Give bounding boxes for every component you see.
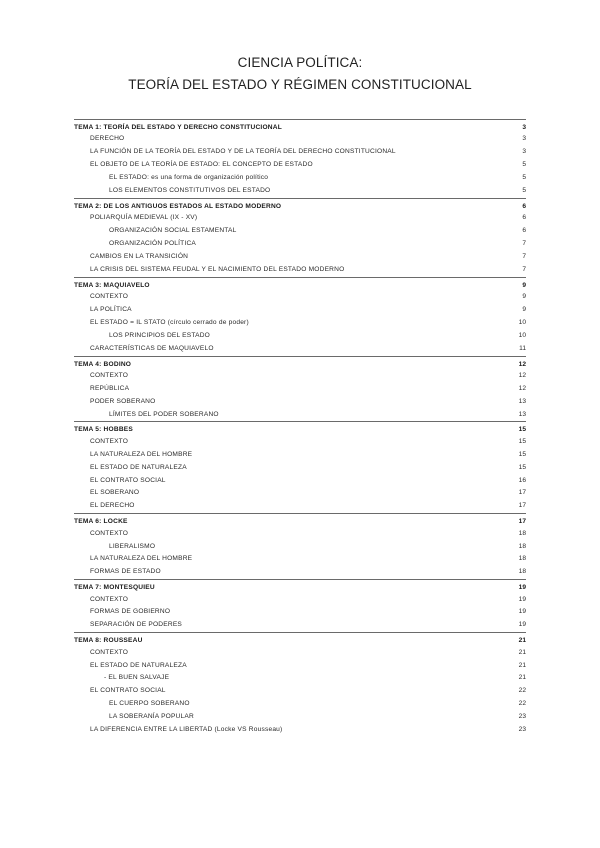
toc-entry[interactable] [74,251,526,264]
toc-entry[interactable] [74,291,526,304]
toc-entry[interactable] [74,133,526,146]
toc-heading-text: TEMA 8: ROUSSEAU [74,637,143,645]
toc-section [74,356,526,422]
toc-entry-text: LA DIFERENCIA ENTRE LA LIBERTAD (Locke VS Rousseau) [90,725,283,733]
toc-entry[interactable] [74,264,526,277]
title-line-1: CIENCIA POLÍTICA: [237,55,363,70]
toc-entry-text: POLIARQUÍA MEDIEVAL (IX - XV) [90,214,198,222]
toc-entry-text: CONTEXTO [90,293,129,301]
toc-page-number: 21 [518,661,526,669]
toc-page-number: 22 [518,700,526,708]
toc-page-number: 22 [518,687,526,695]
toc-section [74,277,526,356]
toc-page-number: 6 [522,202,526,210]
toc-entry-text: CONTEXTO [90,371,129,379]
toc-page-number: 9 [522,281,526,289]
toc-entry[interactable] [74,619,526,632]
toc-entry[interactable] [74,462,526,475]
toc-entry[interactable] [74,724,526,737]
toc-section [74,119,526,198]
toc-page-number: 19 [518,584,526,592]
toc-entry-text: - EL BUEN SALVAJE [104,674,170,682]
toc-entry-text: LA FUNCIÓN DE LA TEORÍA DEL ESTADO Y DE LA TEORÍA DEL DERECHO CONSTITUCIONAL [90,148,396,156]
toc-entry-text: LOS ELEMENTOS CONSTITUTIVOS DEL ESTADO [109,186,271,194]
toc-page-number: 13 [518,397,526,405]
toc-page-number: 17 [518,518,526,526]
toc-section-heading[interactable] [74,580,526,593]
toc-entry[interactable] [74,370,526,383]
toc-entry[interactable] [74,487,526,500]
table-of-contents [74,119,526,737]
toc-page-number: 5 [522,174,526,182]
toc-page-number: 23 [518,725,526,733]
toc-entry[interactable] [74,159,526,172]
toc-page-number: 10 [518,318,526,326]
toc-page-number: 6 [522,227,526,235]
toc-page-number: 21 [518,674,526,682]
toc-entry-text: EL OBJETO DE LA TEORÍA DE ESTADO: EL CONCEPTO DE ESTADO [90,161,313,169]
toc-page-number: 12 [518,371,526,379]
toc-entry-text: EL ESTADO DE NATURALEZA [90,463,187,471]
toc-page-number: 18 [518,542,526,550]
toc-entry-text: SEPARACIÓN DE PODERES [90,621,183,629]
toc-page-number: 7 [522,240,526,248]
toc-entry[interactable] [74,238,526,251]
toc-section-heading[interactable] [74,422,526,435]
toc-section [74,632,526,737]
toc-entry[interactable] [74,672,526,685]
toc-section [74,421,526,513]
toc-section-heading[interactable] [74,120,526,133]
toc-entry-text: LA NATURALEZA DEL HOMBRE [90,555,193,563]
toc-entry-text: CONTEXTO [90,595,129,603]
toc-page-number: 7 [522,252,526,260]
toc-page-number: 17 [518,489,526,497]
toc-page-number: 12 [518,384,526,392]
toc-section-heading[interactable] [74,278,526,291]
toc-entry[interactable] [74,541,526,554]
toc-entry[interactable] [74,317,526,330]
toc-entry-text: ORGANIZACIÓN SOCIAL ESTAMENTAL [109,227,237,235]
toc-section-heading[interactable] [74,199,526,212]
toc-entry[interactable] [74,396,526,409]
document-title [0,52,600,96]
toc-page-number: 18 [518,555,526,563]
toc-page-number: 9 [522,293,526,301]
toc-heading-text: TEMA 3: MAQUIAVELO [74,281,150,289]
toc-page-number: 5 [522,161,526,169]
toc-entry[interactable] [74,685,526,698]
toc-entry-text: LÍMITES DEL PODER SOBERANO [109,410,219,418]
toc-page-number: 9 [522,305,526,313]
toc-page-number: 16 [518,476,526,484]
toc-page-number: 18 [518,529,526,537]
toc-entry-text: CONTEXTO [90,529,129,537]
toc-entry[interactable] [74,409,526,422]
toc-page-number: 19 [518,608,526,616]
toc-entry[interactable] [74,225,526,238]
toc-page-number: 3 [522,135,526,143]
toc-entry-text: CAMBIOS EN LA TRANSICIÓN [90,252,189,260]
toc-entry-text: EL DERECHO [90,502,135,510]
toc-heading-text: TEMA 2: DE LOS ANTIGUOS ESTADOS AL ESTADO MODERNO [74,202,282,210]
toc-entry[interactable] [74,146,526,159]
toc-entry[interactable] [74,528,526,541]
toc-heading-text: TEMA 5: HOBBES [74,426,133,434]
toc-section [74,513,526,579]
toc-page-number: 21 [518,648,526,656]
toc-page-number: 15 [518,426,526,434]
toc-entry-text: PODER SOBERANO [90,397,156,405]
toc-entry[interactable] [74,185,526,198]
toc-entry[interactable] [74,212,526,225]
toc-entry-text: DERECHO [90,135,125,143]
toc-page-number: 23 [518,713,526,721]
toc-section [74,579,526,632]
toc-page-number: 15 [518,437,526,445]
toc-page-number: 13 [518,410,526,418]
toc-page-number: 3 [522,148,526,156]
toc-entry-text: FORMAS DE ESTADO [90,568,161,576]
toc-page-number: 6 [522,214,526,222]
toc-entry[interactable] [74,475,526,488]
toc-page-number: 18 [518,568,526,576]
toc-page-number: 3 [522,124,526,131]
toc-entry-text: LA POLÍTICA [90,305,132,313]
toc-section-heading[interactable] [74,514,526,527]
toc-entry-text: LA SOBERANÍA POPULAR [109,713,194,721]
toc-entry[interactable] [74,698,526,711]
toc-section-heading[interactable] [74,357,526,370]
toc-entry[interactable] [74,304,526,317]
toc-entry[interactable] [74,606,526,619]
toc-page-number: 7 [522,265,526,273]
toc-page-number: 15 [518,463,526,471]
toc-entry[interactable] [74,647,526,660]
toc-entry-text: EL SOBERANO [90,489,140,497]
toc-entry-text: ORGANIZACIÓN POLÍTICA [109,240,196,248]
toc-entry-text: LA NATURALEZA DEL HOMBRE [90,450,193,458]
toc-entry-text: CONTEXTO [90,437,129,445]
toc-section [74,198,526,277]
toc-heading-text: TEMA 4: BODINO [74,360,132,368]
toc-heading-text: TEMA 1: TEORÍA DEL ESTADO Y DERECHO CONSTITUCIONAL [74,124,282,131]
toc-entry-text: CONTEXTO [90,648,129,656]
toc-entry[interactable] [74,172,526,185]
toc-page-number: 17 [518,502,526,510]
toc-entry[interactable] [74,436,526,449]
toc-heading-text: TEMA 7: MONTESQUIEU [74,584,155,592]
toc-entry[interactable] [74,449,526,462]
toc-entry[interactable] [74,343,526,356]
toc-section-heading[interactable] [74,633,526,646]
toc-entry-text: EL ESTADO = IL STATO (círculo cerrado de poder) [90,318,249,326]
toc-entry-text: LIBERALISMO [109,542,156,550]
toc-entry[interactable] [74,330,526,343]
toc-entry-text: EL ESTADO: es una forma de organización político [109,174,269,182]
toc-entry-text: CARACTERÍSTICAS DE MAQUIAVELO [90,344,214,352]
toc-heading-text: TEMA 6: LOCKE [74,518,128,526]
toc-entry[interactable] [74,500,526,513]
toc-entry-text: EL ESTADO DE NATURALEZA [90,661,187,669]
title-line-2: TEORÍA DEL ESTADO Y RÉGIMEN CONSTITUCIONAL [128,77,472,92]
toc-entry[interactable] [74,383,526,396]
toc-page-number: 19 [518,595,526,603]
toc-page-number: 21 [518,637,526,645]
toc-page-number: 15 [518,450,526,458]
toc-entry-text: LOS PRINCIPIOS DEL ESTADO [109,331,210,339]
toc-page-number: 11 [519,344,526,352]
toc-entry-text: FORMAS DE GOBIERNO [90,608,171,616]
toc-page-number: 10 [518,331,526,339]
toc-entry[interactable] [74,566,526,579]
toc-entry[interactable] [74,711,526,724]
toc-entry-text: EL CONTRATO SOCIAL [90,476,166,484]
toc-entry-text: LA CRISIS DEL SISTEMA FEUDAL Y EL NACIMIENTO DEL ESTADO MODERNO [90,265,345,273]
toc-entry[interactable] [74,553,526,566]
toc-entry[interactable] [74,594,526,607]
toc-page-number: 5 [522,186,526,194]
toc-page-number: 19 [518,621,526,629]
toc-entry-text: EL CONTRATO SOCIAL [90,687,166,695]
toc-entry-text: EL CUERPO SOBERANO [109,700,190,708]
toc-entry-text: REPÚBLICA [90,384,130,392]
toc-page-number: 12 [518,360,526,368]
toc-entry[interactable] [74,660,526,673]
